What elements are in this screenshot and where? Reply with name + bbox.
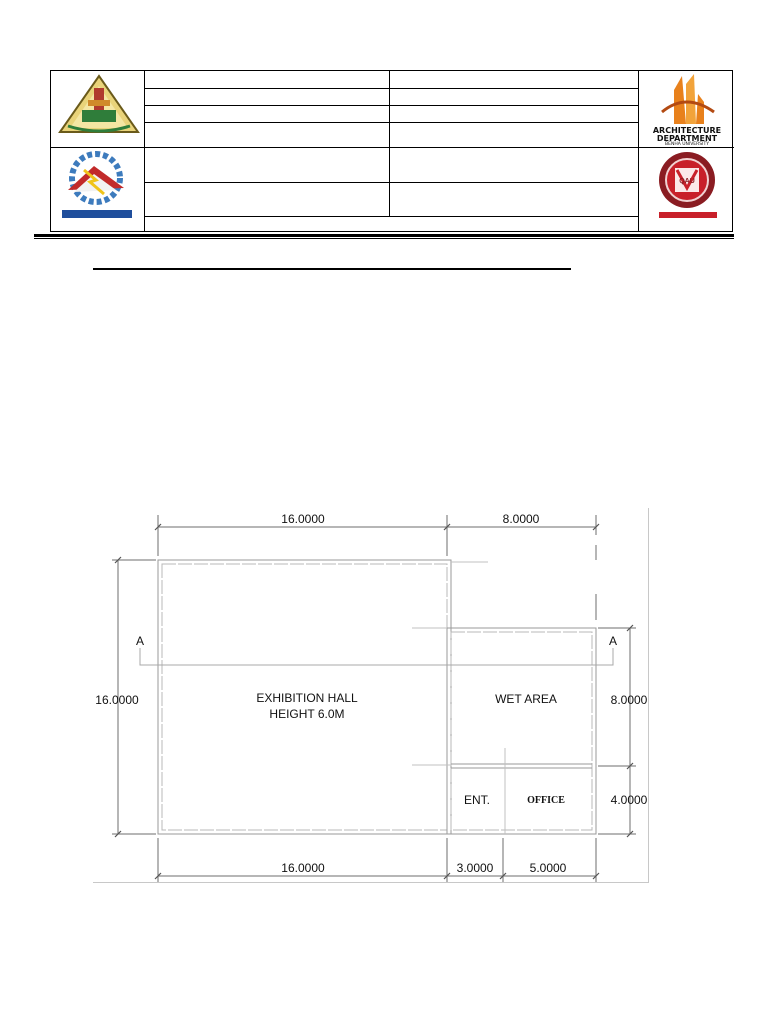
qa-logo-text: QAU bbox=[679, 178, 695, 185]
hall-label-line1: EXHIBITION HALL bbox=[256, 691, 358, 705]
section-line bbox=[140, 648, 613, 665]
dimension-top-left: 16.0000 bbox=[281, 512, 325, 526]
wet-area-label: WET AREA bbox=[495, 692, 557, 706]
dimension-right-lower: 4.0000 bbox=[610, 793, 648, 807]
hall-label-line2: HEIGHT 6.0M bbox=[269, 707, 345, 721]
dimension-left: 16.0000 bbox=[95, 693, 139, 707]
dimension-bottom-left: 16.0000 bbox=[281, 861, 325, 875]
dimension-bottom-mid: 3.0000 bbox=[456, 861, 494, 875]
section-marker-left: A bbox=[135, 634, 145, 648]
office-label: OFFICE bbox=[527, 795, 565, 806]
dept-logo-line3: BENHA UNIVERSITY bbox=[665, 142, 709, 147]
dimension-top-right: 8.0000 bbox=[502, 512, 540, 526]
dept-logo-line1: ARCHITECTURE bbox=[652, 126, 722, 135]
dept-logo-line2: DEPARTMENT bbox=[656, 134, 718, 143]
dimension-bottom-right: 5.0000 bbox=[529, 861, 567, 875]
dimension-right-upper: 8.0000 bbox=[610, 693, 648, 707]
section-marker-right: A bbox=[608, 634, 618, 648]
entrance-label: ENT. bbox=[463, 793, 491, 807]
